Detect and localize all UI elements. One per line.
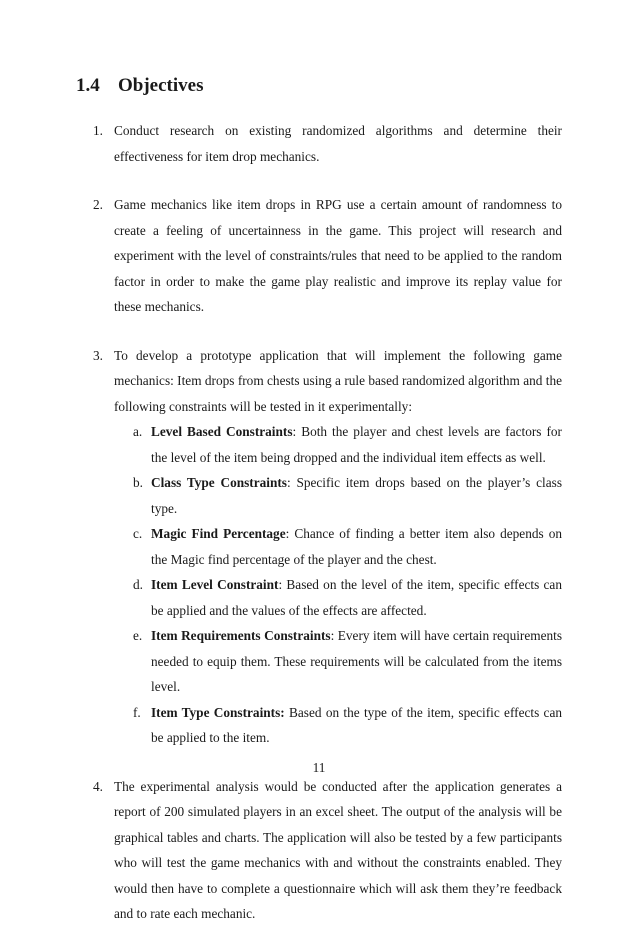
sub-list-item-text: : Every item will have certain requirements needed to equip them. These requirements will be calculated from the items level.: [151, 628, 563, 694]
sub-list-item-term: Magic Find Percentage: [151, 526, 286, 541]
list-item: [93, 192, 562, 320]
sub-list-item-term: Item Type Constraints:: [151, 704, 285, 720]
list-item-text: The experimental analysis would be conducted after the application generates a report of 200 simulated players in an excel sheet. The output of the analysis will be graphical tables and charts. The application will also be tested by a few participants who will test the game mechanics with and without the constraints enabled. They would then have to complete a questionnaire which will ask them they’re feedback and to rate each mechanic.: [114, 778, 562, 921]
sub-list-item-term: Item Level Constraint: [151, 577, 279, 592]
list-item: [93, 118, 562, 169]
sub-list-item: [133, 470, 562, 521]
sub-list-item: [133, 572, 562, 623]
section-number: 1.4: [76, 75, 100, 96]
sub-list-item-term: Item Requirements Constraints: [151, 628, 331, 643]
list-item-text: Conduct research on existing randomized algorithms and determine their effectiveness for item drop mechanics.: [114, 123, 562, 164]
sub-list-item-letter: f.: [133, 704, 141, 720]
sub-list-item: [133, 419, 562, 470]
sub-list-item: [133, 521, 563, 572]
sub-list-item: [133, 623, 563, 700]
list-item-number: 1.: [93, 123, 103, 138]
sub-list-item-letter: a.: [133, 424, 143, 439]
sub-list-item: [133, 700, 562, 751]
list-item-number: 3.: [93, 347, 103, 363]
sub-list-item-text: : Both the player and chest levels are factors for the level of the item being dropped and the individual item effects as well.: [151, 424, 562, 465]
sub-list-item-term: Level Based Constraints: [151, 424, 293, 439]
list-item-number: 2.: [93, 197, 103, 212]
section-heading: [76, 74, 203, 98]
list-item-number: 4.: [93, 778, 103, 794]
sub-list-item-letter: e.: [133, 628, 143, 643]
list-item: [93, 774, 562, 927]
objectives-list: [0, 118, 638, 927]
sub-list-item-letter: c.: [133, 526, 143, 541]
sub-list-item-letter: b.: [133, 475, 143, 490]
sub-list-item-text: : Specific item drops based on the player’s class type.: [151, 475, 562, 516]
list-item-text: To develop a prototype application that will implement the following game mechanics: Item drops from chests using a rule based randomized algorithm and the following constraints will be tested in it experimentally:: [114, 347, 562, 414]
page-number: 11: [312, 760, 326, 775]
sub-list-item-text: : Based on the level of the item, specific effects can be applied and the values of the effects are affected.: [151, 577, 562, 618]
sub-list-item-letter: d.: [133, 577, 143, 592]
sub-list-item-term: Class Type Constraints: [151, 475, 287, 490]
list-item-text: Game mechanics like item drops in RPG use a certain amount of randomness to create a feeling of uncertainness in the game. This project will research and experiment with the level of constraints/rules that need to be applied to the random factor in order to make the game play realistic and improve its replay value for these mechanics.: [114, 197, 562, 314]
section-title: Objectives: [118, 75, 204, 96]
sub-list-item-text: : Chance of finding a better item also depends on the Magic find percentage of the player and the chest.: [151, 526, 563, 567]
sub-list-item-text: Based on the type of the item, specific effects can be applied to the item.: [151, 704, 562, 745]
list-item: [93, 343, 563, 751]
